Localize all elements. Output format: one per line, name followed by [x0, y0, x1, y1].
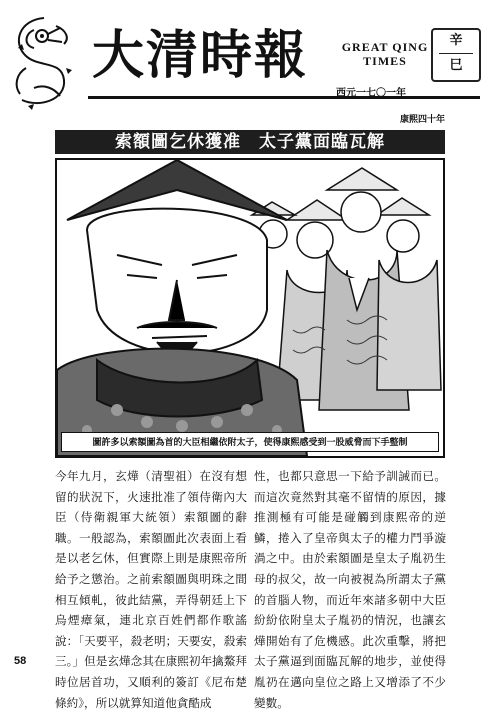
- newspaper-title: 大清時報: [92, 25, 309, 86]
- page-number: 58: [14, 655, 27, 667]
- manga-illustration: [57, 160, 443, 456]
- western-date: 西元一七〇一年: [336, 88, 406, 99]
- english-title-line1: GREAT QING: [341, 40, 429, 54]
- english-title-line2: TIMES: [363, 54, 407, 68]
- headline: 索額圖乞休獲准 太子黨面臨瓦解: [55, 130, 445, 154]
- ganzhi-divider: [439, 53, 473, 54]
- illustration-caption: 圖許多以索額圖為首的大臣相繼依附太子，使得康熙感受到一股威脅而下手整制: [61, 432, 439, 452]
- english-title: [340, 40, 430, 68]
- dragon-emblem-icon: [4, 8, 84, 118]
- ganzhi-char-1: 辛: [449, 33, 463, 48]
- ganzhi-char-2: 巳: [449, 58, 463, 73]
- masthead: [0, 0, 500, 125]
- reign-year: 康熙四十年: [400, 115, 446, 125]
- ganzhi-year-box: [431, 28, 481, 82]
- article-column-left: 今年九月，玄燁（清聖祖）在沒有想留的狀況下，火速批准了領侍衛內大臣（侍衛親軍大統領）索額圖的辭職。一般認為，索額圖此次表面上看是以老乞休，但實際上則是康熙帝所給予之懲治。之前索額圖與明珠之間相互傾軋，彼此結黨，弄得朝廷上下烏煙瘴氣，連北京百姓們都作歌謠說：「天要平，殺老明；天要安，殺索三。」但是玄燁念其在康熙初年擒鰲拜時位居首功，又順利的簽訂《尼布楚條約》，所以就算知道他貪酷成: [55, 469, 247, 710]
- article-column-right: 性，也都只意思一下給予訓誡而已。而這次竟然對其毫不留情的原因，據推測極有可能是碰觸到康熙帝的逆鱗，捲入了皇帝與太子的權力鬥爭漩渦之中。由於索額圖是皇太子胤礽生母的叔父，故一向被視為所謂太子黨的首腦人物，而近年來諸多朝中大臣紛紛依附皇太子胤礽的情況，也讓玄燁開始有了危機感。此次重擊，將把太子黨逼到面臨瓦解的地步，並使得胤礽在邁向皇位之路上又增添了不少變數。: [254, 469, 446, 710]
- illustration-panel: [55, 158, 445, 458]
